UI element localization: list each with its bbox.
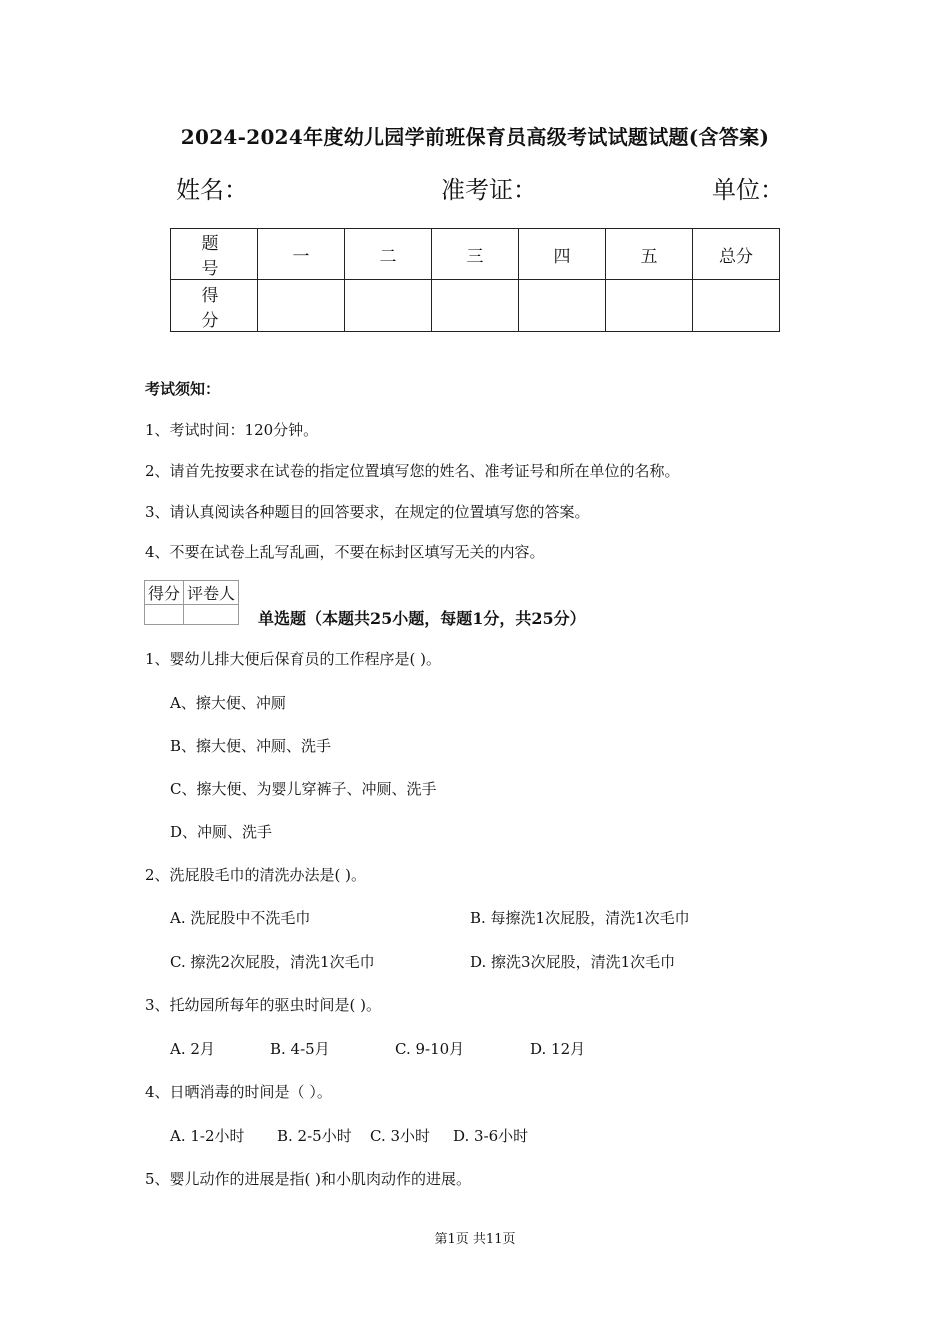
score-cell[interactable] — [693, 280, 780, 332]
question-option: D、冲厕、洗手 — [170, 823, 273, 841]
score-table — [170, 228, 780, 332]
question-option: A. 2月 — [170, 1040, 215, 1058]
question-option: D. 擦洗3次屁股，清洗1次毛巾 — [470, 953, 676, 971]
question-option: A. 1-2小时 — [170, 1127, 245, 1145]
notice-item: 1、考试时间：120分钟。 — [145, 421, 319, 439]
question-option: C. 擦洗2次屁股，清洗1次毛巾 — [170, 953, 375, 971]
score-table-column: 一 — [258, 229, 345, 280]
notice-item: 3、请认真阅读各种题目的回答要求，在规定的位置填写您的答案。 — [145, 503, 590, 521]
notice-item: 4、不要在试卷上乱写乱画，不要在标封区填写无关的内容。 — [145, 543, 545, 561]
page-title: 2024-2024年度幼儿园学前班保育员高级考试试题试题(含答案) — [180, 125, 770, 149]
question-option: A、擦大便、冲厕 — [170, 694, 286, 712]
score-cell[interactable] — [432, 280, 519, 332]
question-stem: 2、洗屁股毛巾的清洗办法是( )。 — [145, 866, 367, 884]
question-option: A. 洗屁股中不洗毛巾 — [170, 909, 311, 927]
score-table-row-label: 得分 — [171, 280, 258, 332]
score-cell[interactable] — [345, 280, 432, 332]
score-cell[interactable] — [606, 280, 693, 332]
page-footer: 第1页 共11页 — [434, 1232, 516, 1247]
notice-item: 2、请首先按要求在试卷的指定位置填写您的姓名、准考证号和所在单位的名称。 — [145, 462, 680, 480]
grader-score-label: 得分 — [145, 581, 184, 605]
question-option: B. 2-5小时 — [277, 1127, 352, 1145]
question-stem: 5、婴儿动作的进展是指( )和小肌肉动作的进展。 — [145, 1170, 472, 1188]
question-option: C. 9-10月 — [395, 1040, 465, 1058]
notice-heading: 考试须知： — [145, 380, 221, 398]
section-title: 单选题（本题共25小题，每题1分，共25分） — [258, 609, 586, 628]
grader-score-cell[interactable] — [145, 605, 184, 625]
score-table-column: 二 — [345, 229, 432, 280]
score-cell[interactable] — [258, 280, 345, 332]
score-table-column: 五 — [606, 229, 693, 280]
question-option: D. 12月 — [530, 1040, 586, 1058]
question-option: C. 3小时 — [370, 1127, 431, 1145]
score-table-column: 四 — [519, 229, 606, 280]
grader-name-cell[interactable] — [184, 605, 239, 625]
name-label: 姓名： — [176, 176, 248, 204]
question-option: B、擦大便、冲厕、洗手 — [170, 737, 332, 755]
question-option: C、擦大便、为婴儿穿裤子、冲厕、洗手 — [170, 780, 437, 798]
unit-label: 单位： — [712, 176, 784, 204]
question-option: B. 每擦洗1次屁股，清洗1次毛巾 — [470, 909, 690, 927]
question-stem: 1、婴幼儿排大便后保育员的工作程序是( )。 — [145, 650, 442, 668]
question-stem: 3、托幼园所每年的驱虫时间是( )。 — [145, 996, 382, 1014]
score-table-header-row — [171, 229, 780, 280]
score-cell[interactable] — [519, 280, 606, 332]
question-stem: 4、日晒消毒的时间是（ ）。 — [145, 1083, 332, 1101]
score-table-score-row — [171, 280, 780, 332]
score-table-row-label: 题号 — [171, 229, 258, 280]
exam-id-label: 准考证： — [441, 176, 537, 204]
question-option: D. 3-6小时 — [453, 1127, 529, 1145]
grader-name-label: 评卷人 — [184, 581, 239, 605]
score-table-column: 总分 — [693, 229, 780, 280]
grader-box — [144, 580, 239, 625]
score-table-column: 三 — [432, 229, 519, 280]
question-option: B. 4-5月 — [270, 1040, 330, 1058]
